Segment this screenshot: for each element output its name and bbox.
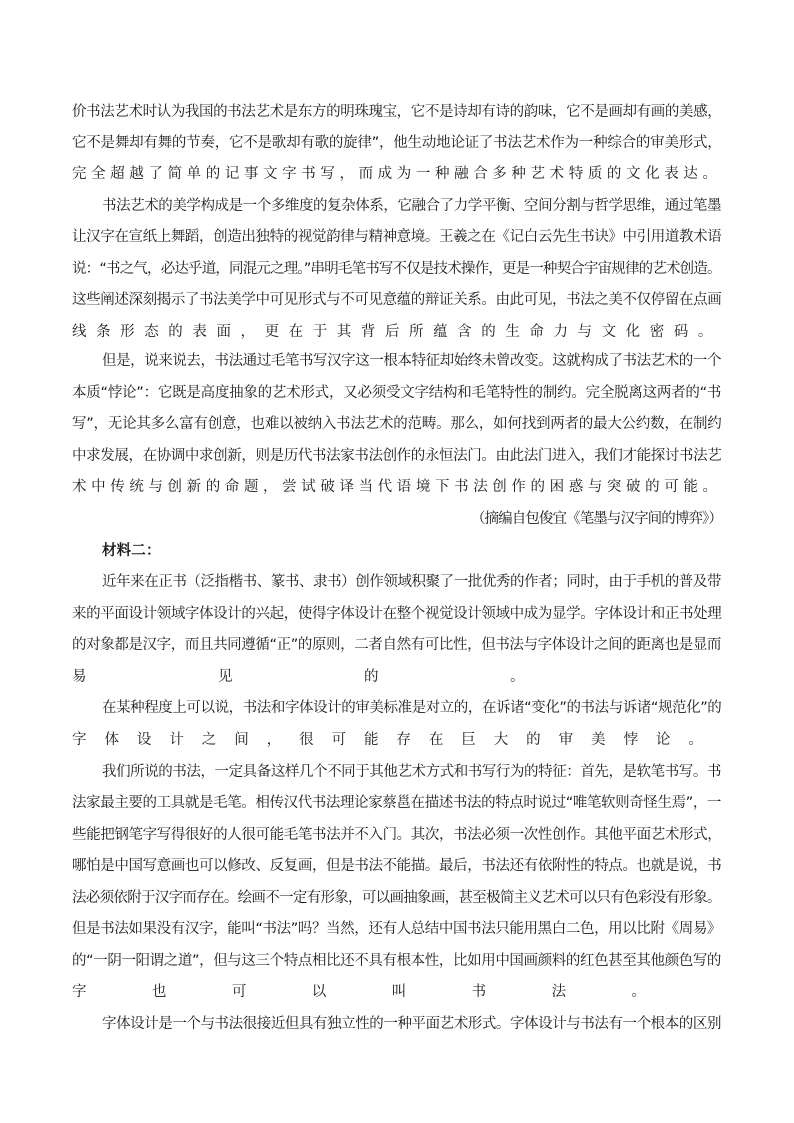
paragraph-4-line-2: 来的平面设计领域字体设计的兴起，使得字体设计在整个视觉设计领域中成为显学。字体设计和正书处理 — [72, 606, 722, 622]
material-2-heading: 材料二： — [102, 543, 161, 559]
paragraph-2-line-1: 书法艺术的美学构成是一个多维度的复杂体系，它融合了力学平衡、空间分割与哲学思维，通过笔墨 — [102, 198, 722, 214]
paragraph-6-line-1: 我们所说的书法，一定具备这样几个不同于其他艺术方式和书写行为的特征：首先，是软笔书写。书 — [102, 764, 722, 780]
paragraph-2-line-4: 这些阐述深刻揭示了书法美学中可见形式与不可见意蕴的辩证关系。由此可见，书法之美不仅停留在点画 — [72, 292, 722, 308]
paragraph-2-line-2: 让汉字在宣纸上舞蹈，创造出独特的视觉韵律与精神意境。王羲之在《记白云先生书诀》中引用道教术语 — [72, 229, 722, 245]
paragraph-2-line-5: 线条形态的表面，更在于其背后所蕴含的生命力与文化密码。 — [72, 324, 722, 340]
paragraph-2-line-3: 说：“书之气，必达乎道，同混元之理。”串明毛笔书写不仅是技术操作，更是一种契合宇宙规律的艺术创造。 — [72, 261, 721, 277]
paragraph-6-line-2: 法家最主要的工具就是毛笔。相传汉代书法理论家蔡邕在描述书法的特点时说过“唯笔软则奇怪生焉”，一 — [72, 795, 722, 811]
paragraph-3-line-4: 中求发展，在协调中求创新，则是历代书法家书法创作的永恒法门。由此法门进入，我们才能探讨书法艺 — [72, 448, 722, 464]
paragraph-1-line-2: 它不是舞却有舞的节奏，它不是歌却有歌的旋律”，他生动地论证了书法艺术作为一种综合的审美形式， — [72, 135, 722, 151]
source-citation: （摘编自包俊宜《笔墨与汉字间的博弈》） — [470, 511, 722, 527]
paragraph-5-line-1: 在某种程度上可以说，书法和字体设计的审美标准是对立的，在诉诸“变化”的书法与诉诸“规范化”的 — [102, 700, 722, 716]
paragraph-3-line-2: 本质“悖论”：它既是高度抽象的艺术形式，又必须受文字结构和毛笔特性的制约。完全脱离这两者的“书 — [72, 385, 722, 401]
paragraph-6-line-7: 的“一阴一阳谓之道”，但与这三个特点相比还不具有根本性，比如用中国画颜料的红色甚至其他颜色写的 — [72, 953, 722, 969]
paragraph-4-line-4: 易见的。 — [72, 669, 656, 685]
paragraph-1-line-1: 价书法艺术时认为我国的书法艺术是东方的明珠瑰宝，它不是诗却有诗的韵味，它不是画却有画的美感， — [72, 104, 722, 120]
paragraph-5-line-2: 字体设计之间，很可能存在巨大的审美悖论。 — [72, 732, 721, 748]
paragraph-6-line-5: 法必须依附于汉字而存在。绘画不一定有形象，可以画抽象画，甚至极简主义艺术可以只有色彩没有形象。 — [72, 890, 721, 906]
paragraph-6-line-3: 些能把钢笔字写得很好的人很可能毛笔书法并不入门。其次，书法必须一次性创作。其他平面艺术形式， — [72, 827, 722, 843]
paragraph-3-line-1: 但是，说来说去，书法通过毛笔书写汉字这一根本特征却始终未曾改变。这就构成了书法艺术的一个 — [102, 353, 722, 369]
paragraph-6-line-8: 字也可以叫书法。 — [72, 984, 712, 1000]
paragraph-4-line-1: 近年来在正书（泛指楷书、篆书、隶书）创作领域积聚了一批优秀的作者；同时，由于手机的普及带 — [102, 574, 722, 590]
paragraph-1-line-3: 完全超越了简单的记事文字书写，而成为一种融合多种艺术特质的文化表达。 — [72, 166, 722, 182]
paragraph-7-line-1: 字体设计是一个与书法很接近但具有独立性的一种平面艺术形式。字体设计与书法有一个根本的区别 — [102, 1016, 722, 1032]
paragraph-4-line-3: 的对象都是汉字，而且共同遵循“正”的原则，二者自然有可比性，但书法与字体设计之间的距离也是显而 — [72, 637, 722, 653]
paragraph-3-line-5: 术中传统与创新的命题，尝试破译当代语境下书法创作的困惑与突破的可能。 — [72, 479, 722, 495]
paragraph-6-line-6: 但是书法如果没有汉字，能叫“书法”吗？当然，还有人总结中国书法只能用黑白二色，用以比附《周易》 — [72, 921, 722, 937]
paragraph-6-line-4: 哪怕是中国写意画也可以修改、反复画，但是书法不能描。最后，书法还有依附性的特点。也就是说，书 — [72, 858, 722, 874]
paragraph-3-line-3: 写”，无论其多么富有创意，也难以被纳入书法艺术的范畴。那么，如何找到两者的最大公约数，在制约 — [72, 416, 722, 432]
